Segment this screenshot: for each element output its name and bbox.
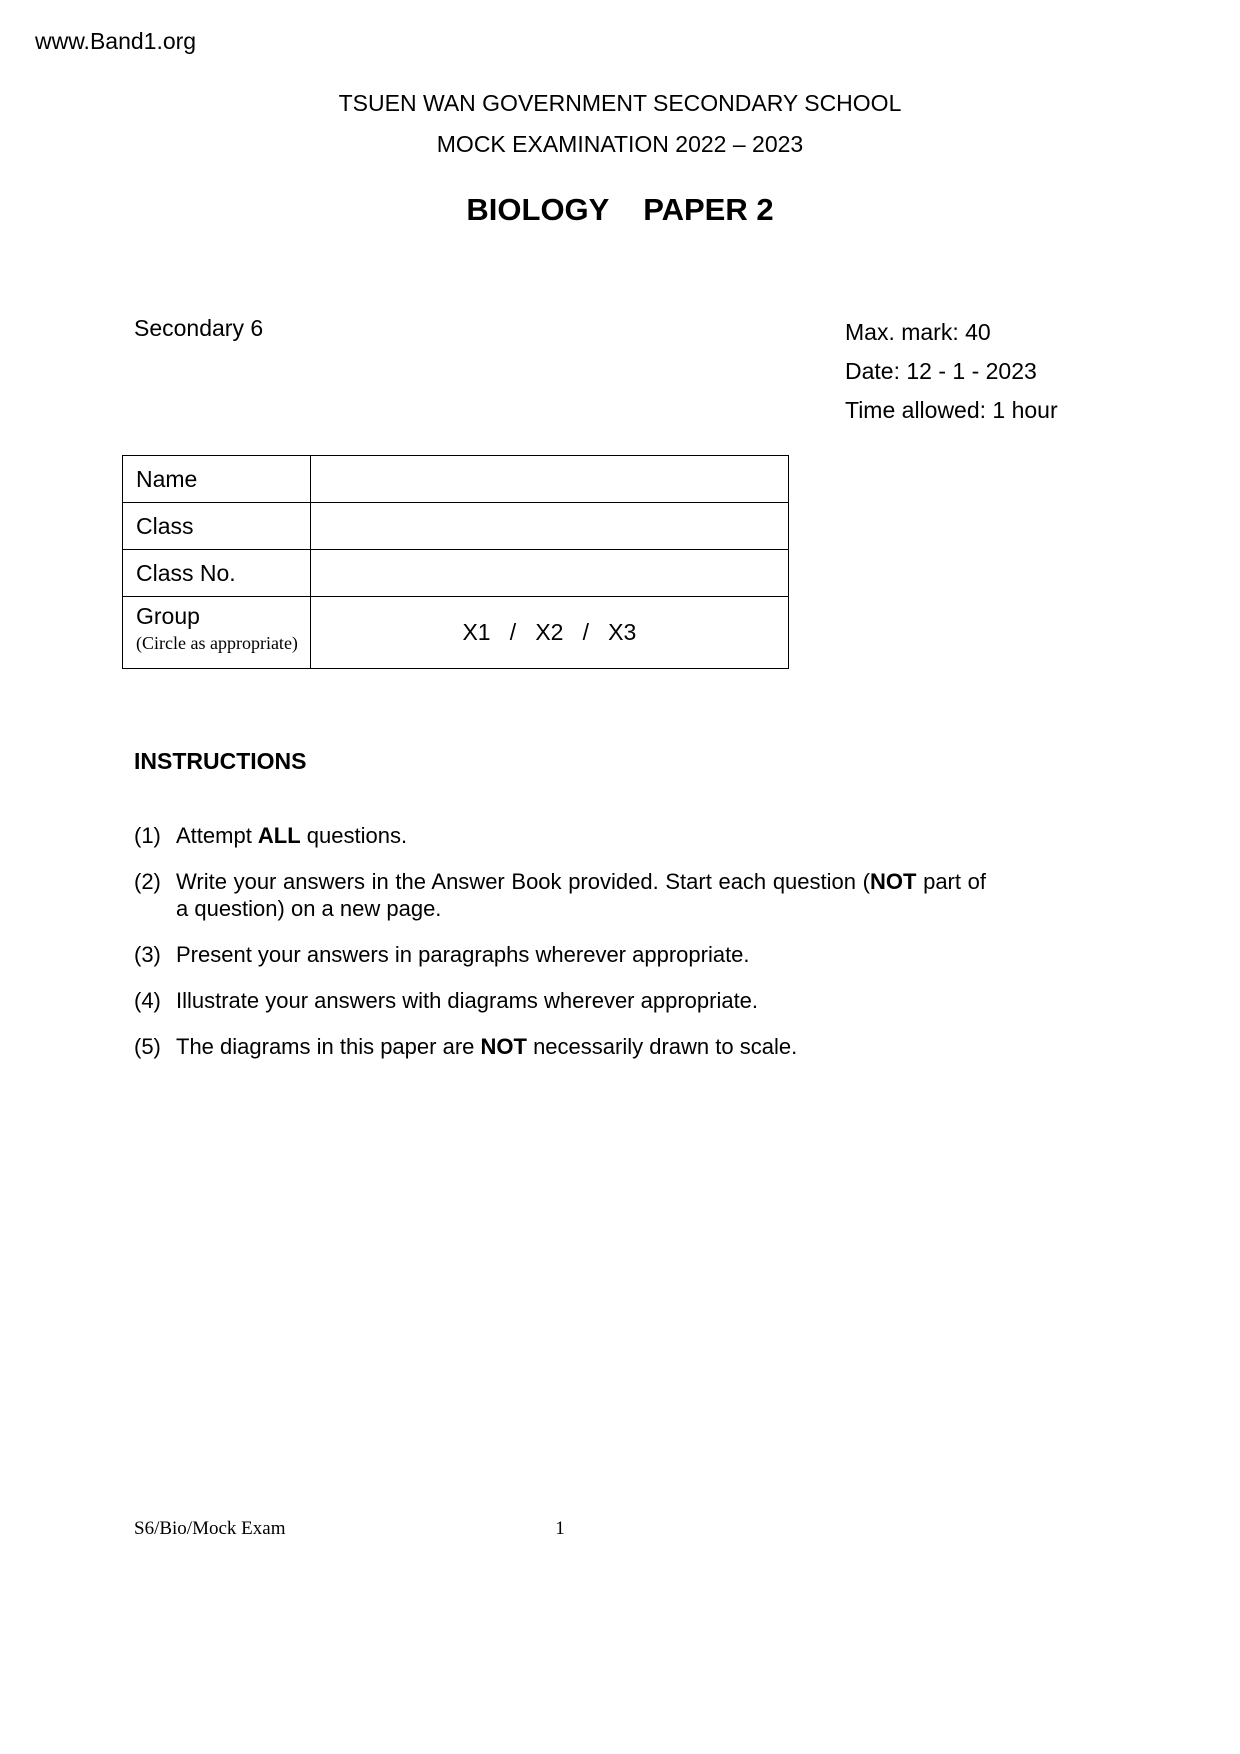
table-row-class: [123, 503, 789, 550]
page-number: 1: [555, 1518, 565, 1539]
group-label: Group: [136, 603, 200, 629]
table-row-name: [123, 456, 789, 503]
instruction-number: (5): [134, 1034, 161, 1059]
paper-title: BIOLOGY PAPER 2: [466, 192, 774, 227]
name-label: Name: [123, 456, 311, 503]
school-name: TSUEN WAN GOVERNMENT SECONDARY SCHOOL: [338, 90, 902, 116]
instruction-item-4: [134, 987, 986, 1014]
instruction-text: The diagrams in this paper are NOT necessarily drawn to scale.: [176, 1034, 798, 1059]
name-value-cell: [310, 456, 788, 503]
group-options: X1 / X2 / X3: [310, 597, 788, 669]
instruction-text: Attempt ALL questions.: [176, 823, 408, 848]
exam-info-block: [845, 313, 1058, 430]
instruction-text: Write your answers in the Answer Book provided. Start each question (NOT part of a question) on a new page.: [176, 869, 986, 921]
instruction-number: (2): [134, 869, 161, 894]
class-label: Class: [123, 503, 311, 550]
instruction-number: (4): [134, 988, 161, 1013]
instruction-text: Present your answers in paragraphs wherever appropriate.: [176, 942, 750, 967]
instruction-item-3: [134, 941, 986, 968]
time-allowed: Time allowed: 1 hour: [845, 397, 1058, 423]
instruction-item-2: [134, 868, 986, 922]
exam-date: Date: 12 - 1 - 2023: [845, 358, 1037, 384]
site-url-watermark: www.Band1.org: [35, 28, 197, 54]
instruction-text: Illustrate your answers with diagrams wherever appropriate.: [176, 988, 759, 1013]
class-no-label: Class No.: [123, 550, 311, 597]
table-row-group: [123, 597, 789, 669]
instructions-list: [134, 822, 986, 1079]
group-label-cell: [123, 597, 311, 669]
group-label-sub: (Circle as appropriate): [136, 633, 298, 653]
table-row-class-no: [123, 550, 789, 597]
instructions-heading: INSTRUCTIONS: [134, 748, 307, 774]
instruction-number: (3): [134, 942, 161, 967]
class-level: Secondary 6: [134, 315, 264, 341]
exam-session-title: MOCK EXAMINATION 2022 – 2023: [436, 131, 804, 157]
student-info-table: [122, 455, 789, 669]
class-no-value-cell: [310, 550, 788, 597]
instruction-number: (1): [134, 823, 161, 848]
max-mark: Max. mark: 40: [845, 319, 991, 345]
instruction-item-5: [134, 1033, 986, 1060]
instruction-item-1: [134, 822, 986, 849]
footer-document-id: S6/Bio/Mock Exam: [134, 1518, 286, 1539]
class-value-cell: [310, 503, 788, 550]
